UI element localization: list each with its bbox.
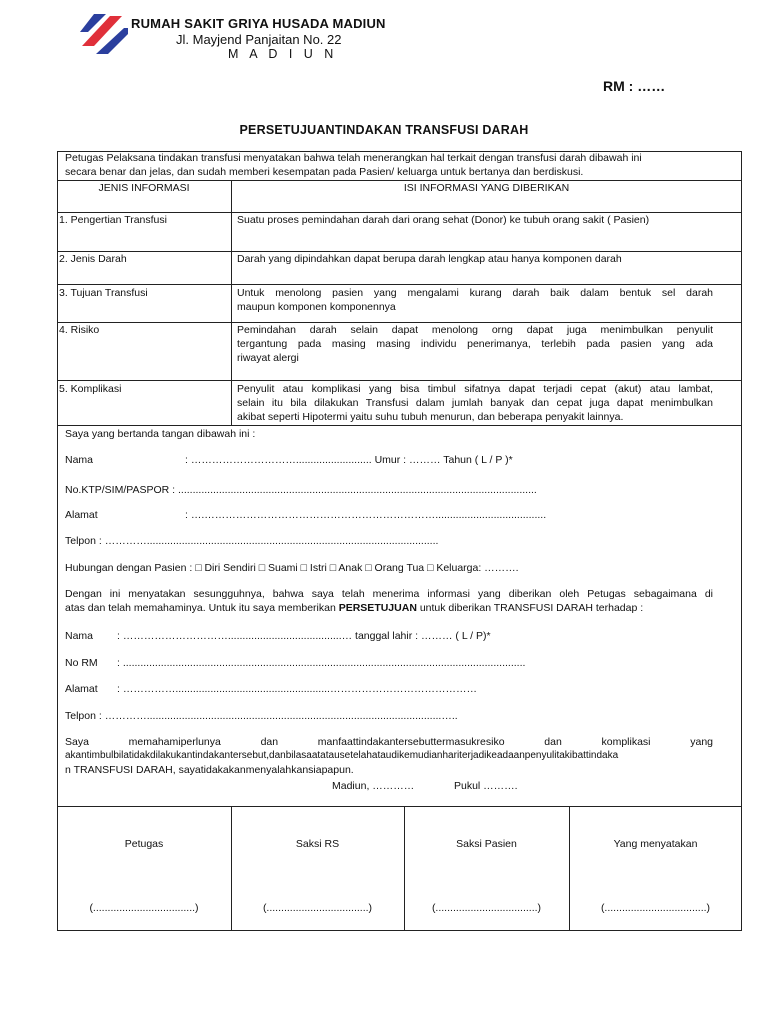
rule-signatures: [57, 806, 742, 807]
row-label-tujuan: 3. Tujuan Transfusi: [59, 287, 148, 299]
signature-role-saksi-rs: Saksi RS: [295, 838, 340, 850]
rule-row4: [57, 380, 742, 381]
row-text-komplikasi-1: Penyulit atau komplikasi yang bisa timbul sifatnya dapat terjadi cepat (akut) atau lambat,: [237, 383, 713, 395]
consent-line-2: [65, 601, 643, 615]
row-text-tujuan-1: Untuk menolong pasien yang mengalami kurang darah baik dalam bentuk sel darah: [237, 287, 713, 299]
signature-blank-yang-menyatakan[interactable]: (...................................): [600, 902, 711, 914]
declarant-phone-field[interactable]: Telpon : …………....................................................................................................: [65, 535, 439, 547]
row-text-risiko-2: tergantung pada masing masing individu penerimanya, terlebih pada pasien yang ada: [237, 338, 713, 350]
row-text-risiko-3: riwayat alergi: [237, 352, 299, 364]
declarant-address-label: Alamat: [65, 509, 98, 521]
row-text-tujuan-2: maupun komponen komponennya: [237, 301, 396, 313]
hospital-logo: [80, 14, 128, 54]
document-title: PERSETUJUANTINDAKAN TRANSFUSI DARAH: [239, 123, 529, 137]
rule-row5: [57, 425, 742, 426]
signature-blank-saksi-rs[interactable]: (...................................): [262, 902, 373, 914]
row-label-risiko: 4. Risiko: [59, 324, 100, 336]
row-label-jenis-darah: 2. Jenis Darah: [59, 253, 127, 265]
intro-line-2: secara benar dan jelas, dan sudah memberi kesempatan pada Pasien/ keluarga untuk bertanya dan berdiskusi.: [65, 166, 584, 178]
signature-blank-petugas[interactable]: (...................................): [89, 902, 199, 914]
declarant-id-field[interactable]: No.KTP/SIM/PASPOR : ...........................................................................................................................: [65, 484, 537, 496]
place-date-field[interactable]: Madiun, …………: [332, 780, 415, 792]
consent-line-1: Dengan ini menyatakan sesungguhnya, bahwa saya telah menerima informasi yang diberikan oleh Petugas sebagaimana di: [65, 588, 713, 600]
row-text-pengertian: Suatu proses pemindahan darah dari orang sehat (Donor) ke tubuh orang sakit ( Pasien): [237, 214, 650, 226]
patient-name-field[interactable]: : ………………………….......................................… tanggal lahir : ……… ( L / P)*: [117, 630, 491, 642]
closing-line-1: Saya memahamiperlunya dan manfaattindakantersebuttermasukresiko dan komplikasi yang: [65, 736, 713, 748]
patient-phone-field[interactable]: Telpon : ………….....................................................................................................…..: [65, 710, 458, 722]
patient-rm-label: No RM: [65, 657, 98, 669]
declarant-intro: Saya yang bertanda tangan dibawah ini :: [65, 428, 256, 440]
row-text-komplikasi-2: selain itu bila dilakukan Transfusi dalam jumlah banyak dan cepat juga dapat menimbulkan: [237, 397, 713, 409]
row-text-komplikasi-3: akibat seperti Hipotermi yaitu suhu tubuh menurun, dan beberapa penyakit lainnya.: [237, 411, 624, 423]
patient-rm-field[interactable]: : ..........................................................................................................................................: [117, 657, 526, 669]
row-text-jenis-darah: Darah yang dipindahkan dapat berupa darah lengkap atau hanya komponen darah: [237, 253, 622, 265]
consent-text-end: untuk diberikan TRANSFUSI DARAH terhadap :: [416, 602, 644, 614]
intro-line-1: Petugas Pelaksana tindakan transfusi menyatakan bahwa telah menerangkan hal terkait dengan transfusi darah dibawah ini: [65, 152, 642, 164]
row-label-komplikasi: 5. Komplikasi: [59, 383, 122, 395]
hospital-city: M A D I U N: [228, 47, 338, 61]
patient-address-field[interactable]: : …………….....................................................……………………………………: [117, 683, 477, 695]
closing-line-2: akantimbulbilatidakdilakukantindakantersebut,danbilasaatatausetelahataudikemudianhariterjadikeadaanpenyulitakibattindaka: [65, 750, 619, 761]
consent-keyword: PERSETUJUAN: [338, 602, 417, 614]
column-header-isi: ISI INFORMASI YANG DIBERIKAN: [403, 182, 570, 194]
signature-role-petugas: Petugas: [124, 838, 164, 850]
row-label-pengertian: 1. Pengertian Transfusi: [59, 214, 167, 226]
declarant-name-field[interactable]: : ………………………….......................... Umur : ……… Tahun ( L / P )*: [185, 454, 513, 466]
medical-record-number: RM : ……: [603, 78, 666, 94]
signature-role-yang-menyatakan: Yang menyatakan: [613, 838, 698, 850]
hospital-address: Jl. Mayjend Panjaitan No. 22: [176, 32, 342, 47]
column-header-jenis: JENIS INFORMASI: [98, 182, 190, 194]
signature-role-saksi-pasien: Saksi Pasien: [456, 838, 517, 850]
rule-row2: [57, 284, 742, 285]
relationship-checkboxes[interactable]: Hubungan dengan Pasien : □ Diri Sendiri □ Suami □ Istri □ Anak □ Orang Tua □ Keluarga: ……….: [65, 562, 519, 574]
signature-blank-saksi-pasien[interactable]: (...................................): [431, 902, 542, 914]
hospital-name: RUMAH SAKIT GRIYA HUSADA MADIUN: [131, 16, 386, 31]
declarant-name-label: Nama: [65, 454, 94, 466]
row-text-risiko-1: Pemindahan darah selain dapat menolong orng dapat juga menimbulkan penyulit: [237, 324, 713, 336]
patient-name-label: Nama: [65, 630, 94, 642]
patient-address-label: Alamat: [65, 683, 98, 695]
closing-line-3: n TRANSFUSI DARAH, sayatidakakanmenyalahkansiapapun.: [65, 764, 354, 776]
rule-table-column: [231, 180, 232, 425]
time-field[interactable]: Pukul ……….: [454, 780, 518, 792]
declarant-address-field[interactable]: : ….…………………………………………………………......................................: [185, 509, 547, 521]
consent-text-start: atas dan telah memahaminya. Untuk itu saya memberikan: [65, 602, 339, 614]
